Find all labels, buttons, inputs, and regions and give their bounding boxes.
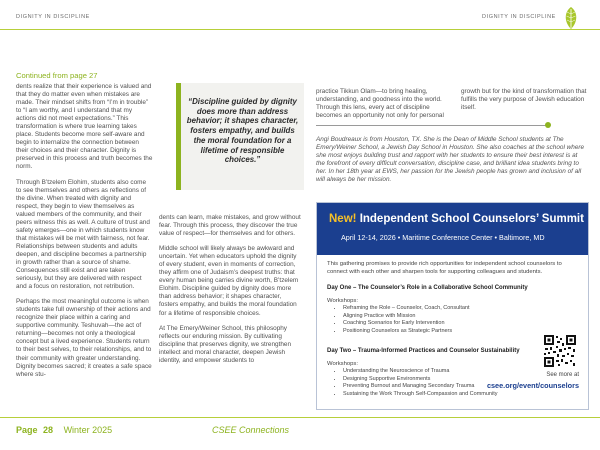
leaf-logo-icon: [563, 6, 579, 30]
section-rule: [316, 125, 546, 126]
footer-season: Winter 2025: [63, 425, 113, 435]
rule-dot: [545, 122, 551, 128]
footer-rule: [0, 417, 600, 418]
right-running-head: DIGNITY IN DISCIPLINE: [482, 14, 556, 20]
page-label: Page: [16, 425, 38, 435]
page-number: 28: [43, 425, 54, 435]
list-item: • Coaching Scenarios for Early Intervention: [343, 320, 580, 328]
day-two-workshops-label: Workshops:: [327, 360, 358, 367]
author-bio: Angi Boudreaux is from Houston, TX. She is the Dean of Middle School students at The Emery/Weiner School, a Jewish Day School in Houston. She also coaches at the school where she most enjoys building trust and rapport with her students to ensure their best interest is at the forefront of every difficult conversation, discipline case, and brilliant idea students bring to her. In her 18th year at EWS, her passion for the Jewish people has grown and inclusion of all will always be her mission.: [316, 136, 585, 184]
continued-from: Continued from page 27: [16, 71, 98, 80]
ad-new-label: New!: [329, 213, 357, 225]
header-rule: [0, 29, 600, 30]
ad-title: Independent School Counselors’ Summit: [359, 213, 584, 225]
paragraph: Middle school will likely always be awkward and uncertain. Yet when educators uphold the dignity of every student, even in moments of correction, they affirm one of Judaism’s deepest truths: that every human being carries divine worth, B’tzelem Elohim. Discipline guided by dignity does more than address behavior; it shapes character, fosters empathy, and builds the moral foundation for a lifetime of responsible choices.: [159, 245, 299, 317]
footer-publication: CSEE Connections: [212, 425, 290, 435]
paragraph: dents realize that their experience is valued and that they do matter even when mistakes are made. Their mindset shifts from “I’m in trouble” to “I am worthy, and I understand that my actions did not meet expectations.” This transformation is where true learning takes place. Students become more self-aware and begin to internalize the connection between their choices and their character. Dignity is preserved in this process and truth becomes the norm.: [16, 83, 153, 171]
column-1: [16, 83, 153, 386]
paragraph: At The Emery/Weiner School, this philosophy reflects our enduring mission. By cultivating discipline that preserves dignity, we strengthen intellect and moral character, deepen Jewish identity, and empower students to: [159, 324, 292, 364]
ad-intro: This gathering promises to provide rich opportunities for independent school counselors to connect with each other and sharpen tools for supporting colleagues and students.: [327, 261, 562, 275]
ad-url-link[interactable]: csee.org/event/counselors: [486, 381, 579, 390]
list-item: • Sustaining the Work Through Self-Compassion and Community: [343, 391, 580, 399]
list-item: • Preventing Burnout and Managing Secondary Trauma: [343, 383, 580, 391]
day-one-workshops-label: Workshops:: [327, 297, 358, 304]
list-item: • Reframing the Role – Counselor, Coach, Consultant: [343, 305, 580, 313]
left-running-head: DIGNITY IN DISCIPLINE: [16, 14, 90, 20]
footer-left: [16, 425, 112, 435]
paragraph: dents can learn, make mistakes, and grow without fear. Through this process, they discover the true value of respect—for themselves and for others.: [159, 214, 301, 238]
ad-day-one: [327, 285, 580, 336]
day-one-list: [327, 305, 580, 335]
day-two-title: Day Two – Trauma-Informed Practices and Counselor Sustainability: [327, 348, 520, 354]
column-2: [159, 214, 302, 372]
ad-subtitle: April 12-14, 2026 • Maritime Conference Center • Baltimore, MD: [341, 233, 545, 242]
list-item: • Positioning Counselors as Strategic Partners: [343, 328, 580, 336]
pull-quote-accent: [176, 83, 181, 190]
column-3-top: practice Tikkun Olam—to bring healing, understanding, and goodness into the world. Through this lens, every act of discipline becomes an opportunity not only for personal: [316, 88, 444, 120]
list-item: • Understanding the Neuroscience of Trauma: [343, 368, 580, 376]
pull-quote-box: [176, 83, 304, 190]
pull-quote: “Discipline guided by dignity does more than address behavior; it shapes character, fosters empathy, and builds the moral foundation for a lifetime of responsible choices.”: [186, 97, 299, 165]
paragraph: Through B’tzelem Elohim, students also come to see themselves and others as reflections of the divine. When treated with dignity and respect, they begin to view themselves as valued members of the community, and their peers witness this as well. A culture of trust and safety emerges—one in which students know that mistakes will be met with fairness, not fear. Relationships between students and adults deepen, and discipline becomes a partnership in growth rather than a source of shame. Consequences still exist and are taken seriously, but they are delivered with respect and a focus on restoration, not retribution.: [16, 178, 150, 291]
summit-ad: [316, 202, 589, 410]
list-item: • Designing Supportive Environments: [343, 376, 580, 384]
paragraph: Perhaps the most meaningful outcome is when students take full ownership of their actions and recognize their place within a caring and supportive community. Teshuvah—the act of returning—becomes not only a theological concept but a lived experience. Students return to their best selves, to their relationships, and to their community with greater understanding. Dignity becomes sacred; it creates a safe space where stu-: [16, 298, 152, 378]
day-one-title: Day One – The Counselor’s Role in a Collaborative School Community: [327, 285, 528, 291]
list-item: • Aligning Practice with Mission: [343, 313, 580, 321]
ad-see-more: See more at: [546, 372, 579, 378]
column-4-top: growth but for the kind of transformation that fulfills the very purpose of Jewish education itself.: [461, 88, 587, 112]
ad-header: [317, 203, 588, 255]
qr-code-icon[interactable]: [543, 334, 577, 368]
ad-title-line: [329, 213, 584, 225]
